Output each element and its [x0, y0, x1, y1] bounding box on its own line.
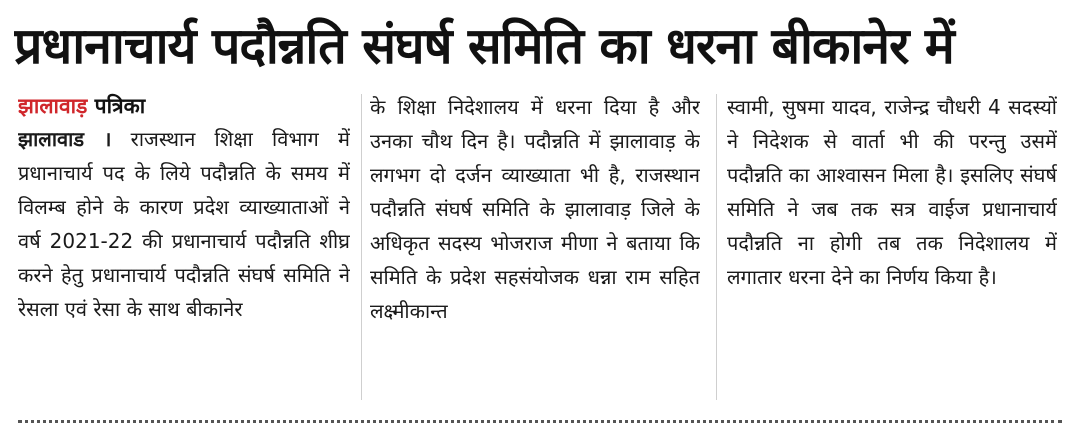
column-2-text: के शिक्षा निदेशालय में धरना दिया है और उनका चौथ दिन है। पदौन्नति में झालावाड़ के लगभग दो दर्जन व्याख्याता भी है, राजस्थान पदौन्नति संघर्ष समिति के झालावाड़ जिले के अधिकृत सदस्य भोजराज मीणा ने बताया कि समिति के प्रदेश सहसंयोजक धन्ना राम सहित लक्ष्मीकान्त [370, 95, 700, 323]
column-divider [361, 94, 362, 400]
column-divider [716, 94, 717, 400]
article-column-3 [727, 90, 1057, 410]
column-1-text: राजस्थान शिक्षा विभाग में प्रधानाचार्य पद के लिये पदौन्नति के समय में विलम्ब होने के कारण प्रदेश व्याख्याताओं ने वर्ष 2021-22 की प्रधानाचार्य पदौन्नति शीघ्र करने हेतु प्रधानाचार्य पदौन्नति संघर्ष समिति ने रेसला एवं रेसा के साथ बीकानेर [18, 127, 350, 321]
dotted-bottom-rule [18, 420, 1062, 423]
article-body [0, 90, 1080, 410]
dateline [18, 90, 350, 122]
lead-city: झालावाड । [18, 127, 112, 151]
article-column-1 [18, 90, 350, 410]
column-3-text: स्वामी, सुषमा यादव, राजेन्द्र चौधरी 4 सदस्यों ने निदेशक से वार्ता भी की परन्तु उसमें पदौन्नति का आश्वासन मिला है। इसलिए संघर्ष समिति ने जब तक सत्र वाईज प्रधानाचार्य पदौन्नति ना होगी तब तक निदेशालय में लगातार धरना देने का निर्णय किया है। [727, 95, 1057, 289]
headline: प्रधानाचार्य पदौन्नति संघर्ष समिति का धरना बीकानेर में [14, 17, 954, 75]
dateline-paper: पत्रिका [94, 94, 146, 118]
dateline-city: झालावाड़ [18, 94, 88, 118]
article-column-2 [370, 90, 700, 410]
